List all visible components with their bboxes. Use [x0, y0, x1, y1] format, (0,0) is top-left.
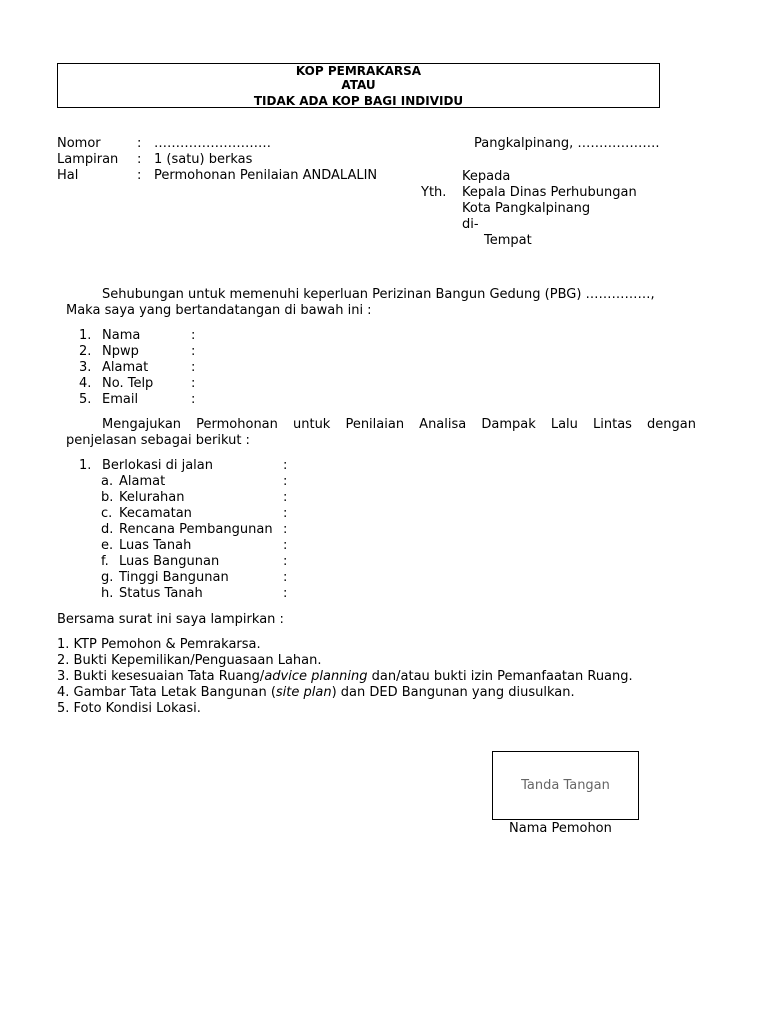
letterhead-line-3: TIDAK ADA KOP BAGI INDIVIDU — [253, 94, 464, 108]
intro-line-2: Maka saya yang bertandatangan di bawah ini : — [66, 303, 372, 318]
attachment-italic: site plan — [275, 685, 332, 700]
meta-value: ……………………… — [154, 136, 271, 151]
intro-line-1: Sehubungan untuk memenuhi keperluan Perizinan Bangun Gedung (PBG) ……………, — [102, 287, 655, 302]
attachment-text: 3. Bukti kesesuaian Tata Ruang/ — [57, 669, 265, 684]
list-sep: : — [191, 344, 196, 359]
list-number: 1. — [79, 328, 92, 343]
list-label: Nama — [102, 328, 141, 343]
applicant-name-label: Nama Pemohon — [509, 821, 612, 836]
recipient-kepada: Kepada — [462, 169, 511, 184]
list-label: Alamat — [102, 360, 149, 375]
attachment-item: 5. Foto Kondisi Lokasi. — [57, 701, 201, 716]
list-number: 1. — [79, 458, 92, 473]
recipient-yth: Yth. — [421, 185, 447, 200]
recipient-line-3: di- — [462, 217, 479, 232]
list-letter: d. — [101, 522, 114, 537]
recipient-line-2: Kota Pangkalpinang — [462, 201, 591, 216]
list-letter: f. — [101, 554, 109, 569]
list-label: Status Tanah — [119, 586, 203, 601]
meta-value: 1 (satu) berkas — [154, 152, 253, 167]
attachment-item — [57, 669, 633, 685]
list-number: 3. — [79, 360, 92, 375]
attachment-italic: advice planning — [264, 669, 368, 684]
attachment-text: 4. Gambar Tata Letak Bangunan ( — [57, 685, 276, 700]
attachment-text: ) dan DED Bangunan yang diusulkan. — [331, 685, 575, 700]
recipient-line-4: Tempat — [484, 233, 532, 248]
attachment-text: dan/atau bukti izin Pemanfaatan Ruang. — [367, 669, 633, 684]
list-number: 5. — [79, 392, 92, 407]
list-label: Kecamatan — [119, 506, 192, 521]
attachment-item: 2. Bukti Kepemilikan/Penguasaan Lahan. — [57, 653, 322, 668]
meta-label: Hal — [57, 168, 79, 183]
meta-sep: : — [137, 168, 142, 183]
letterhead-box — [57, 63, 660, 108]
meta-sep: : — [137, 136, 142, 151]
list-sep: : — [283, 554, 288, 569]
list-sep: : — [283, 538, 288, 553]
list-sep: : — [283, 490, 288, 505]
meta-label: Lampiran — [57, 152, 119, 167]
list-sep: : — [191, 360, 196, 375]
list-label: Kelurahan — [119, 490, 185, 505]
list-letter: c. — [101, 506, 113, 521]
list-label: No. Telp — [102, 376, 154, 391]
list-label: Alamat — [119, 474, 166, 489]
list-sep: : — [283, 458, 288, 473]
list-number: 4. — [79, 376, 92, 391]
list-number: 2. — [79, 344, 92, 359]
list-sep: : — [283, 506, 288, 521]
recipient-line-1: Kepala Dinas Perhubungan — [462, 185, 637, 200]
list-letter: g. — [101, 570, 114, 585]
list-sep: : — [283, 474, 288, 489]
meta-label: Nomor — [57, 136, 101, 151]
list-sep: : — [283, 586, 288, 601]
list-sep: : — [191, 392, 196, 407]
letterhead-line-2: ATAU — [341, 78, 376, 92]
list-label: Luas Tanah — [119, 538, 192, 553]
attachments-intro: Bersama surat ini saya lampirkan : — [57, 612, 284, 627]
letterhead-line-1: KOP PEMRAKARSA — [295, 64, 422, 78]
list-letter: b. — [101, 490, 114, 505]
list-label: Npwp — [102, 344, 139, 359]
list-sep: : — [283, 522, 288, 537]
list-label: Rencana Pembangunan — [119, 522, 273, 537]
meta-sep: : — [137, 152, 142, 167]
place-date: Pangkalpinang, ………………. — [474, 136, 660, 151]
list-label: Luas Bangunan — [119, 554, 220, 569]
attachment-item: 1. KTP Pemohon & Pemrakarsa. — [57, 637, 261, 652]
list-letter: a. — [101, 474, 114, 489]
list-sep: : — [283, 570, 288, 585]
list-label: Berlokasi di jalan — [102, 458, 214, 473]
request-line-1: Mengajukan Permohonan untuk Penilaian Analisa Dampak Lalu Lintas dengan — [102, 417, 696, 432]
list-sep: : — [191, 328, 196, 343]
list-letter: e. — [101, 538, 114, 553]
list-letter: h. — [101, 586, 114, 601]
list-label: Tinggi Bangunan — [119, 570, 229, 585]
meta-value: Permohonan Penilaian ANDALALIN — [154, 168, 378, 183]
attachment-item — [57, 685, 575, 701]
list-label: Email — [102, 392, 139, 407]
request-line-2: penjelasan sebagai berikut : — [66, 433, 250, 448]
list-sep: : — [191, 376, 196, 391]
signature-box: Tanda Tangan — [492, 751, 639, 820]
